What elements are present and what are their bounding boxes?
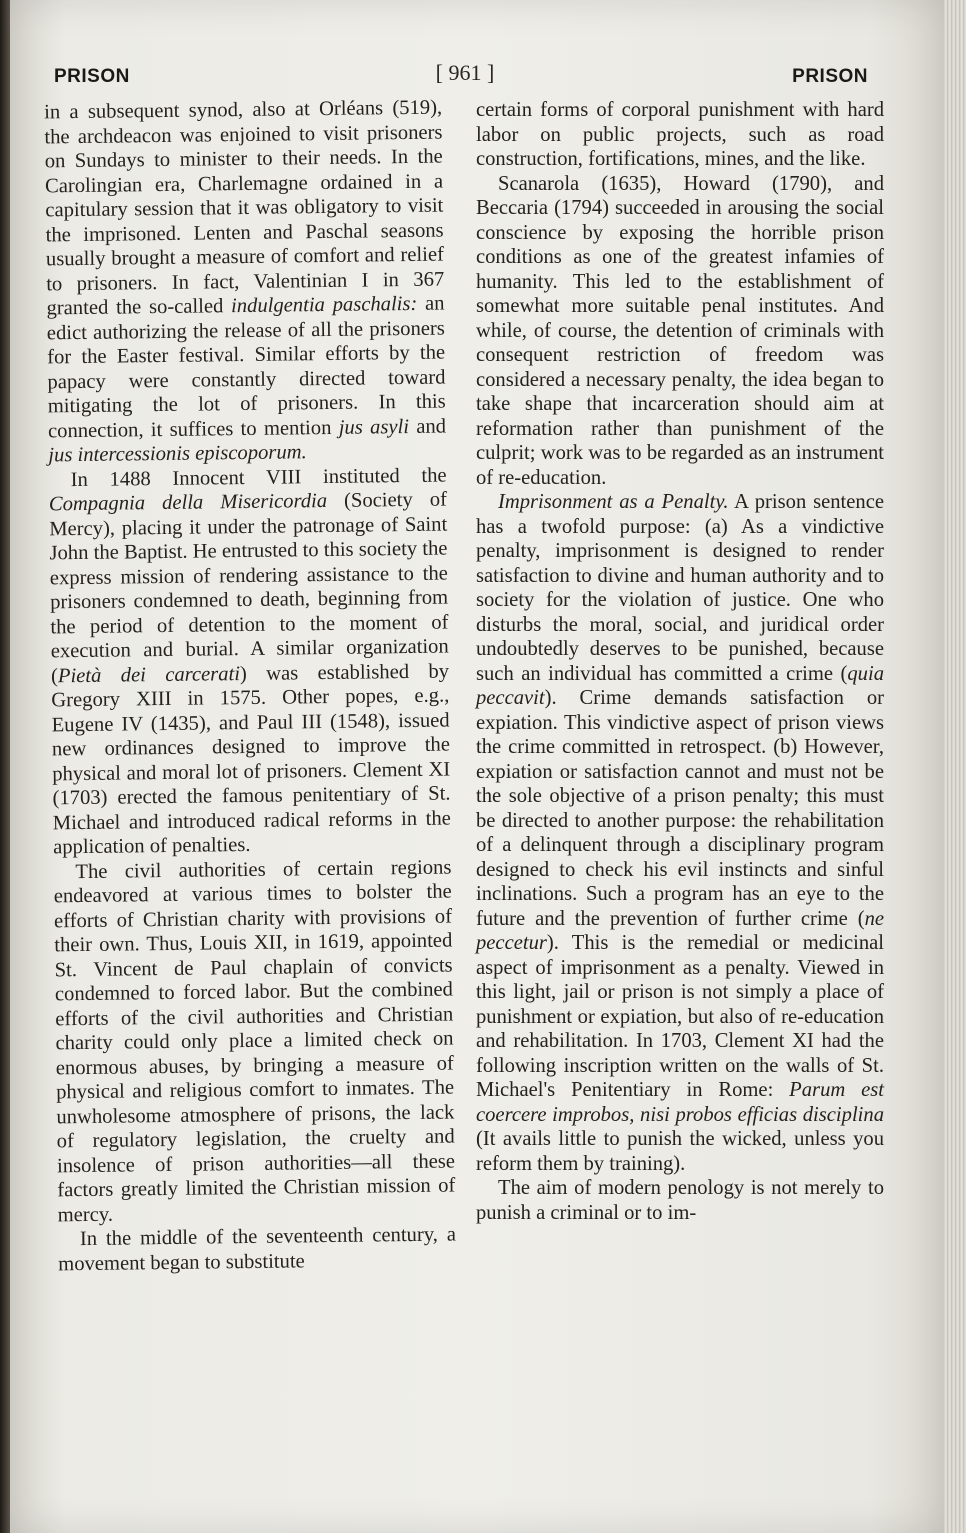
running-head-left: PRISON	[54, 66, 130, 87]
paragraph	[44, 96, 446, 468]
page-number: [ 961 ]	[435, 60, 495, 85]
text-run: certain forms of corporal punishment with hard labor on public projects, such as road construction, fortifications, mines, and the like.	[476, 99, 884, 170]
text-run: Scanarola (1635), Howard (1790), and Beccaria (1794) succeeded in arousing the social conscience by exposing the horrible prison conditions as one of the greatest infamies of humanity. This led to the establishment of somewhat more suitable penal institutes. And while, of course, the detention of criminals with consequent restriction of freedom was considered a necessary penalty, the idea began to take shape that incarceration should aim at reformation rather than punishment of the culprit; work was to be regarded as an instrument of re-education.	[476, 172, 884, 489]
text-run: In the middle of the seventeenth century, a movement began to substitute	[58, 1223, 457, 1275]
paragraph	[49, 463, 452, 860]
right-column	[476, 98, 884, 1225]
paragraph	[476, 490, 884, 1176]
running-head	[10, 60, 944, 96]
text-run: A prison sentence has a twofold purpose: (a) As a vindictive penalty, imprisonment is designed to render satisfaction to divine and human authority and to society for the violation of justice. One who disturbs the moral, social, and juridical order undoubtedly deserves to be punished, because such an individual has committed a crime (	[476, 491, 884, 685]
italic-text: jus intercessionis episcoporum.	[48, 441, 307, 467]
paragraph	[476, 98, 884, 172]
book-page	[10, 0, 944, 1533]
italic-text: Pietà dei carcerati	[57, 662, 241, 687]
text-run: an edict authorizing the release of all the prisoners for the Easter festival. Similar efforts by the papacy were constantly directed toward mitigating the lot of prisoners. In this connection, it suffices to mention	[46, 292, 446, 442]
text-run: and	[408, 415, 447, 438]
paragraph	[53, 855, 455, 1227]
text-run: (It avails little to punish the wicked, unless you reform them by training).	[476, 1128, 884, 1175]
italic-text: jus asyli	[338, 415, 410, 439]
italic-text: quia peccavit	[476, 662, 884, 709]
italic-text: Compagnia della Misericordia	[48, 490, 328, 516]
paragraph	[58, 1222, 457, 1276]
text-run: in a subsequent synod, also at Orléans (519), the archdeacon was enjoined to visit prisoners on Sundays to minister to their needs. In the Carolingian era, Charlemagne ordained in a capitulary session that it was obligatory to visit the imprisoned. Lenten and Paschal seasons usually brought a measure of comfort and relief to prisoners. In fact, Valentinian I in 367 granted the so-called	[44, 96, 445, 320]
book-spine	[0, 0, 10, 1533]
text-run: The aim of modern penology is not merely to punish a criminal or to im-	[476, 1177, 884, 1224]
page-edge	[944, 0, 966, 1533]
text-run: ). Crime demands satisfaction or expiation. This vindictive aspect of prison views the crime committed in retrospect. (b) However, expiation or satisfaction cannot and must not be the sole objective of a prison penalty; this must be directed to another purpose: the rehabilitation of a delinquent through a disciplinary program designed to check his evil instincts and sinful inclinations. Such a program has an eye to the future and the prevention of further crime (	[476, 687, 884, 930]
left-column	[44, 96, 456, 1277]
italic-text: indulgentia paschalis:	[230, 292, 418, 318]
text-run: ). This is the remedial or medicinal aspect of imprisonment as a penalty. Viewed in this light, jail or prison is not simply a place of punishment or expiation, but also of re-education and rehabilitation. In 1703, Clement XI had the following inscription written on the walls of St. Michael's Penitentiary in Rome:	[476, 932, 884, 1101]
paragraph	[476, 1176, 884, 1225]
text-run: (Society of Mercy), placing it under the patronage of Saint John the Baptist. He entrusted to this society the express mission of rendering assistance to the prisoners condemned to death, beginning from the period of detention to the moment of execution and burial. A similar organization (	[49, 488, 449, 687]
text-run: In 1488 Innocent VIII instituted the	[70, 464, 447, 491]
italic-text: Parum est coercere improbos, nisi probos efficias disciplina	[476, 1079, 884, 1126]
italic-text: Imprisonment as a Penalty.	[498, 491, 729, 513]
text-run: ) was established by Gregory XIII in 1575. Other popes, e.g., Eugene IV (1435), and Paul III (1548), issued new ordinances designed to improve the physical and moral lot of prisoners. Clement XI (1703) erected the famous penitentiary of St. Michael and introduced radical reforms in the application of penalties.	[51, 660, 451, 859]
running-head-right: PRISON	[792, 66, 868, 87]
paragraph	[476, 172, 884, 491]
italic-text: ne peccetur	[476, 907, 884, 954]
text-run: The civil authorities of certain regions endeavored at various times to bolster the efforts of Christian charity with provisions of their own. Thus, Louis XII, in 1619, appointed St. Vincent de Paul chaplain of convicts condemned to forced labor. But the combined efforts of the civil authorities and Christian charity could only place a limited check on enormous abuses, by bringing a measure of physical and religious comfort to inmates. The unwholesome atmosphere of prisons, the lack of regulatory legislation, the cruelty and insolence of prison authorities—all these factors greatly limited the Christian mission of mercy.	[53, 856, 456, 1226]
